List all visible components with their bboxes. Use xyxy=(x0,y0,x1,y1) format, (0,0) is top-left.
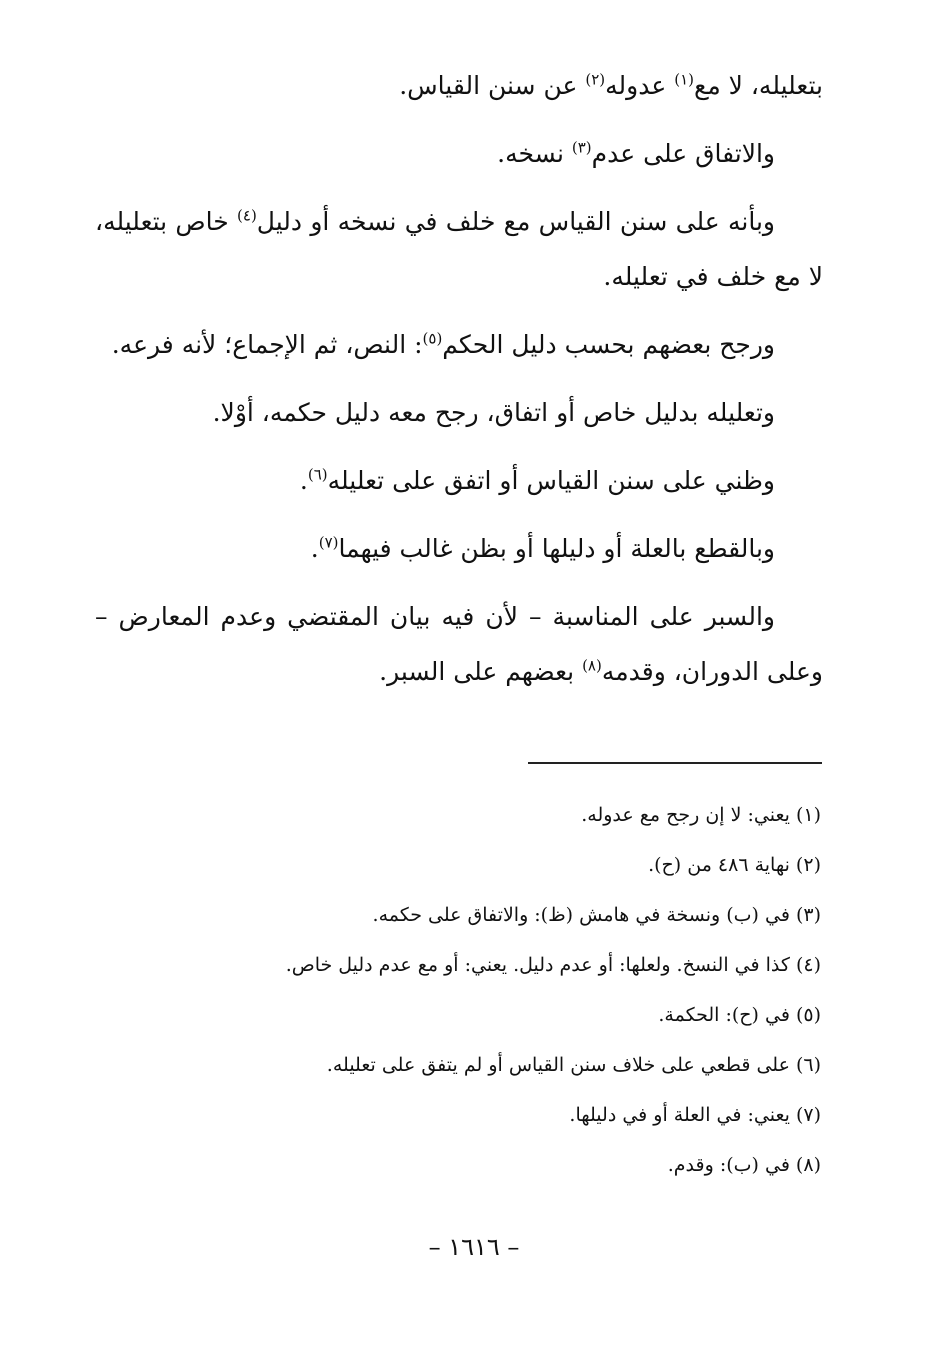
paragraph-text: عدوله xyxy=(605,71,675,100)
paragraph xyxy=(95,317,823,372)
paragraph-text: خاص بتعليله، لا مع خلف في تعليله. xyxy=(95,207,823,291)
footnote-reference: (٣) xyxy=(571,138,592,157)
footnote-reference: (٦) xyxy=(307,465,328,484)
paragraph-text: وظني على سنن القياس أو اتفق على تعليله xyxy=(327,466,775,495)
paragraph xyxy=(95,126,823,181)
paragraph-text: والاتفاق على عدم xyxy=(591,139,775,168)
footnote: (٣) في (ب) ونسخة في هامش (ظ): والاتفاق على حكمه. xyxy=(372,904,821,926)
footnote-reference: (١) xyxy=(674,70,695,89)
paragraph-text: وتعليله بدليل خاص أو اتفاق، رجح معه دليل حكمه، أوْلا. xyxy=(212,398,775,427)
footnote: (١) يعني: لا إن رجح مع عدوله. xyxy=(581,804,821,826)
paragraph-text: ورجح بعضهم بحسب دليل الحكم xyxy=(442,330,775,359)
footnote-reference: (٢) xyxy=(585,70,606,89)
paragraph-text: نسخه. xyxy=(497,139,572,168)
paragraph xyxy=(95,385,823,440)
paragraph xyxy=(95,194,823,304)
page-number: – ١٦١٦ – xyxy=(428,1233,520,1261)
footnote: (٨) في (ب): وقدم. xyxy=(667,1154,821,1176)
footnotes xyxy=(95,790,821,1190)
footnote-reference: (٤) xyxy=(237,206,257,225)
paragraph-text: بتعليله، لا مع xyxy=(694,71,823,100)
paragraph xyxy=(95,58,823,113)
paragraph-text: والسبر على المناسبة – لأن فيه بيان المقتضي وعدم المعارض – وعلى الدوران، وقدمه xyxy=(95,602,823,686)
footnote-reference: (٧) xyxy=(318,533,339,552)
paragraph-text: وبالقطع بالعلة أو دليلها أو بظن غالب فيهما xyxy=(338,534,775,563)
footnote: (٧) يعني: في العلة أو في دليلها. xyxy=(569,1104,821,1126)
main-text xyxy=(95,58,823,712)
paragraph xyxy=(95,453,823,508)
paragraph xyxy=(95,521,823,576)
paragraph-text: وبأنه على سنن القياس مع خلف في نسخه أو دليل xyxy=(256,207,775,236)
footnote: (٥) في (ح): الحكمة. xyxy=(658,1004,821,1026)
paragraph-text: عن سنن القياس. xyxy=(399,71,586,100)
paragraph-text: . xyxy=(299,466,308,495)
paragraph-text: بعضهم على السبر. xyxy=(379,657,583,686)
footnote-reference: (٨) xyxy=(582,656,602,675)
paragraph-text: . xyxy=(310,534,319,563)
footnote: (٦) على قطعي على خلاف سنن القياس أو لم يتفق على تعليله. xyxy=(326,1054,821,1076)
footnote: (٤) كذا في النسخ. ولعلها: أو عدم دليل. يعني: أو مع عدم دليل خاص. xyxy=(285,954,821,976)
footnote: (٢) نهاية ٤٨٦ من (ح). xyxy=(648,854,821,876)
footnote-reference: (٥) xyxy=(422,329,443,348)
footnote-separator xyxy=(528,762,822,764)
paragraph xyxy=(95,589,823,699)
paragraph-text: : النص، ثم الإجماع؛ لأنه فرعه. xyxy=(111,330,423,359)
